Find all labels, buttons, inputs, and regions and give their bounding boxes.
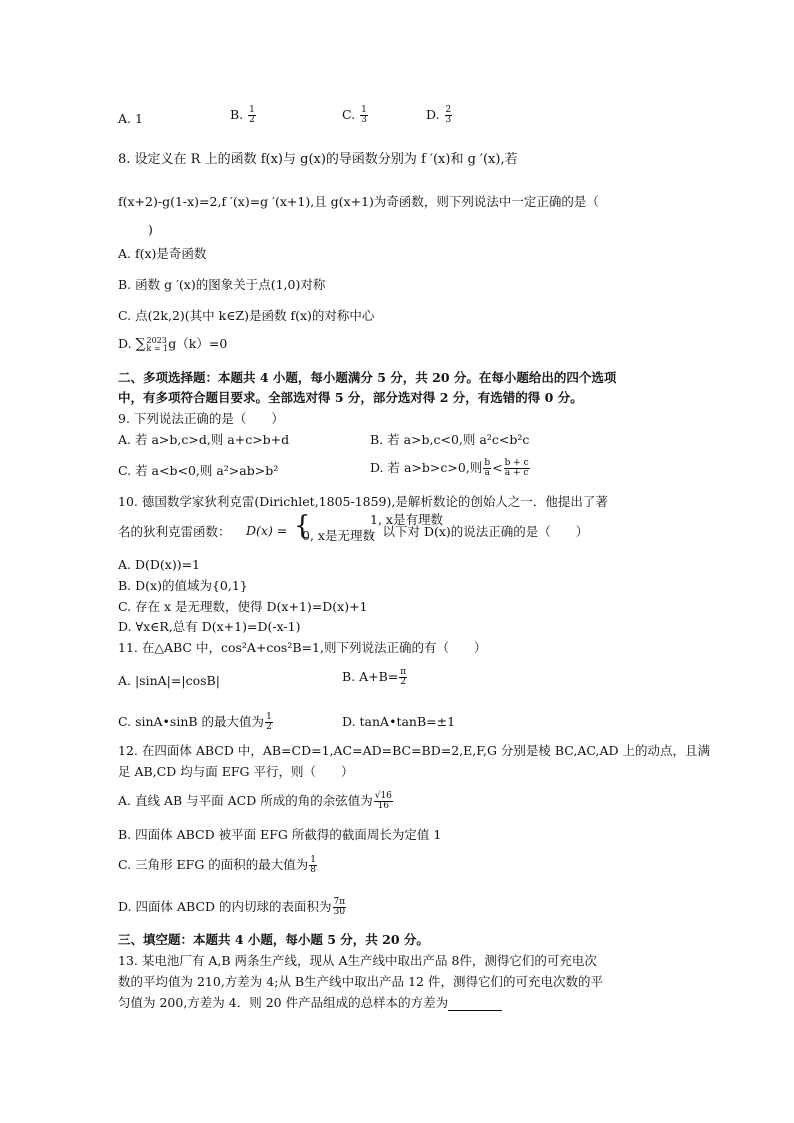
q12-option-a: A. 直线 AB 与平面 ACD 所成的角的余弦值为 $\frac{√16}{16}$ — [118, 791, 392, 811]
q9-option-d: D. 若 a>b>c>0,则 $\frac{b}{a}$ < $\frac{b + c}{a + c}$ — [370, 458, 529, 478]
q13-stem-line1: 13. 某电池厂有 A,B 两条生产线，现从 A生产线中取出产品 8件，测得它们的可充电次 — [118, 953, 597, 968]
q7-option-d-fraction: $\frac{2}{3}$ — [445, 105, 452, 125]
q8-option-a: A. f(x)是奇函数 — [118, 246, 207, 261]
q11-option-b: B. A+B= $\frac{\pi}{2}$ — [342, 667, 407, 687]
q7-option-d — [426, 106, 453, 125]
q8-stem-line3: ) — [148, 222, 153, 237]
q10-option-d: D. ∀x∈R,总有 D(x+1)=D(-x-1) — [118, 619, 301, 634]
summation-limits: 2023 k = 1 — [146, 335, 169, 353]
dirichlet-brace: { — [294, 511, 311, 541]
q8-option-c: C. 点(2k,2)(其中 k∈Z)是函数 f(x)的对称中心 — [118, 308, 375, 323]
q11-option-d: D. tanA•tanB=±1 — [342, 714, 456, 729]
q7-option-c-fraction: $\frac{1}{3}$ — [361, 105, 367, 125]
dirichlet-case-rational: 1, x是有理数 — [370, 512, 443, 527]
q9-option-a: A. 若 a>b,c>d,则 a+c>b+d — [118, 432, 290, 447]
q9-option-b: B. 若 a>b,c<0,则 a²c<b²c — [370, 432, 530, 447]
q9-fraction-bc-over-ac: $\frac{b + c}{a + c}$ — [504, 458, 529, 478]
section3-heading: 三、填空题：本题共 4 小题，每小题 5 分，共 20 分。 — [118, 932, 429, 947]
q8-option-b: B. 函数 g ′(x)的图象关于点(1,0)对称 — [118, 277, 326, 292]
q9-stem: 9. 下列说法正确的是（ ） — [118, 411, 284, 426]
answer-blank[interactable] — [448, 998, 502, 1011]
q11-stem: 11. 在△ABC 中，cos²A+cos²B=1,则下列说法正确的有（ ） — [118, 640, 487, 655]
q8-stem-line1: 8. 设定义在 R 上的函数 f(x)与 g(x)的导函数分别为 f ′(x)和 g ′(x),若 — [118, 152, 518, 167]
q12-fraction-one-eighth: $\frac{1}{8}$ — [310, 855, 317, 875]
q11-fraction-pi-over-2: $\frac{\pi}{2}$ — [400, 667, 407, 687]
q12-stem-line2: 足 AB,CD 均与面 EFG 平行，则（ ） — [118, 764, 354, 779]
q12-option-c: C. 三角形 EFG 的面积的最大值为 $\frac{1}{8}$ — [118, 855, 317, 875]
q10-stem-line2-suffix: ，以下对 D(x)的说法正确的是（ ） — [370, 524, 589, 539]
q12-fraction-7pi-over-30: $\frac{7\pi}{30}$ — [333, 897, 346, 917]
section2-heading-line1: 二、多项选择题：本题共 4 小题，每小题满分 5 分，共 20 分。在每小题给出的四个选项 — [118, 370, 617, 385]
q10-option-c: C. 存在 x 是无理数，使得 D(x+1)=D(x)+1 — [118, 599, 368, 614]
dirichlet-case-irrational: 0, x是无理数 — [302, 528, 375, 543]
q12-fraction-sqrt16-over-16: $\frac{√16}{16}$ — [374, 791, 392, 811]
q13-stem-line3: 匀值为 200,方差为 4．则 20 件产品组成的总样本的方差为 — [118, 995, 502, 1011]
q13-stem-line2: 数的平均值为 210,方差为 4;从 B生产线中取出产品 12 件，测得它们的可充电次数的平 — [118, 974, 603, 989]
q7-option-a: A. 1 — [118, 111, 143, 126]
q10-option-b: B. D(x)的值域为{0,1} — [118, 578, 248, 593]
q11-fraction-half: $\frac{1}{2}$ — [266, 712, 272, 732]
q10-option-a: A. D(D(x))=1 — [118, 557, 201, 572]
q12-option-d: D. 四面体 ABCD 的内切球的表面积为 $\frac{7\pi}{30}$ — [118, 897, 346, 917]
q8-stem-line2: f(x+2)-g(1-x)=2,f ′(x)=g ′(x+1),且 g(x+1)为奇函数，则下列说法中一定正确的是（ — [118, 194, 599, 209]
q7-option-b-label: B. — [230, 107, 244, 122]
q12-stem-line1: 12. 在四面体 ABCD 中，AB=CD=1,AC=AD=BC=BD=2,E,F,G 分别是棱 BC,AC,AD 上的动点，且满 — [118, 743, 711, 758]
dirichlet-function-name: D(x) = — [246, 523, 288, 538]
q8-option-d: D. ∑ 2023 k = 1 g（k）=0 — [118, 335, 228, 353]
q7-option-b — [230, 106, 257, 125]
section2-heading-line2: 中，有多项符合题目要求。全部选对得 5 分，部分选对得 2 分，有选错的得 0 分。 — [118, 390, 583, 405]
q11-option-c: C. sinA•sinB 的最大值为 $\frac{1}{2}$ — [118, 712, 272, 732]
q9-option-c: C. 若 a<b<0,则 a²>ab>b² — [118, 463, 279, 478]
q7-option-d-label: D. — [426, 107, 440, 122]
q10-stem-line1: 10. 德国数学家狄利克雷(Dirichlet,1805-1859),是解析数论的创始人之一．他提出了著 — [118, 494, 608, 509]
q9-fraction-b-over-a: $\frac{b}{a}$ — [484, 458, 491, 478]
q12-option-b: B. 四面体 ABCD 被平面 EFG 所截得的截面周长为定值 1 — [118, 827, 442, 842]
q7-option-c-label: C. — [342, 107, 356, 122]
q7-option-c — [342, 106, 369, 125]
q7-option-b-fraction: $\frac{1}{2}$ — [249, 105, 255, 125]
q11-option-a: A. |sinA|=|cosB| — [118, 673, 220, 688]
q10-stem-line2-prefix: 名的狄利克雷函数： — [118, 524, 231, 539]
summation-symbol: ∑ — [135, 336, 146, 352]
